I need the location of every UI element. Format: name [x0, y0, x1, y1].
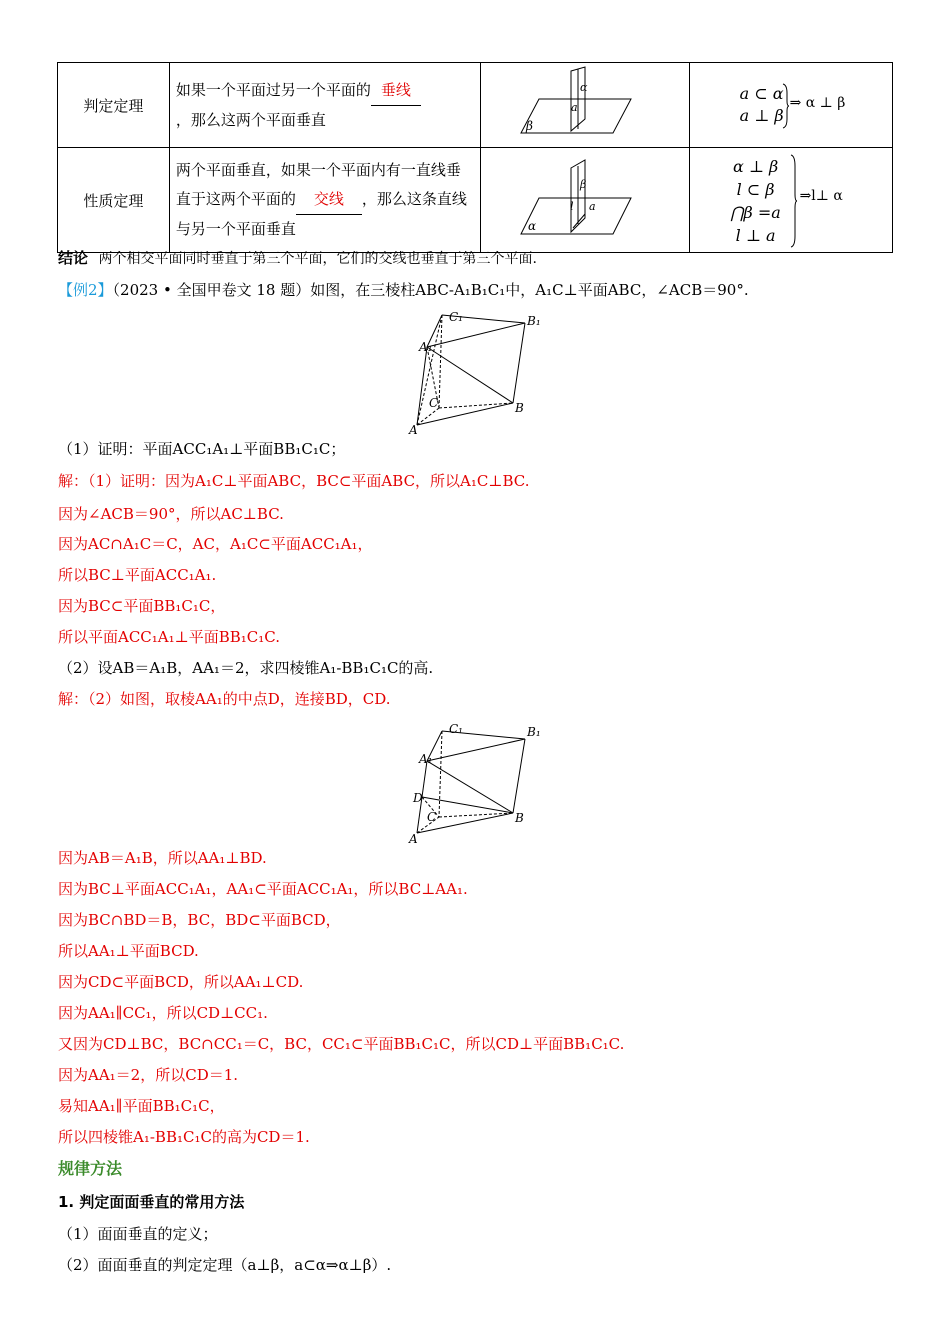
fig-label: β — [525, 119, 533, 133]
vertex-label: C — [427, 810, 437, 824]
solution-line: 解：（2）如图，取棱AA₁的中点D，连接BD，CD. — [58, 690, 391, 708]
fig-label: β — [579, 178, 586, 191]
theorem-figure — [480, 148, 689, 253]
plane-perpendicular-figure — [481, 63, 689, 143]
theorem-text: 如果一个平面过另一个平面的 垂线 ，那么这两个平面垂直 — [169, 63, 480, 148]
theorem-table — [57, 62, 893, 253]
vertex-label: A — [409, 423, 418, 437]
brace-icon — [790, 154, 798, 248]
theorem-name: 性质定理 — [58, 148, 170, 253]
theorem-symbols: α ⊥ β l ⊂ β ⋂β =a l ⊥ a ⇒l⊥ α — [689, 148, 892, 253]
prism-figure-1 — [405, 305, 565, 440]
vertex-label: C₁ — [449, 722, 463, 736]
methods-subheading: 1. 判定面面垂直的常用方法 — [58, 1193, 245, 1211]
prism-figure-2 — [405, 715, 565, 850]
fig-label: α — [527, 219, 536, 233]
example-stem — [58, 280, 749, 300]
solution-line: 因为AB＝A₁B，所以AA₁⊥BD. — [58, 849, 267, 867]
answer-blank: 垂线 — [371, 76, 421, 106]
solution-line: 因为AA₁∥CC₁，所以CD⊥CC₁. — [58, 1004, 268, 1022]
vertex-label: A₁ — [419, 752, 433, 766]
methods-item: （1）面面垂直的定义； — [58, 1225, 218, 1243]
conclusion — [58, 248, 537, 269]
solution-line: 所以四棱锥A₁-BB₁C₁C的高为CD＝1. — [58, 1128, 310, 1146]
vertex-label: B₁ — [527, 314, 541, 328]
solution-line: 所以平面ACC₁A₁⊥平面BB₁C₁C. — [58, 628, 281, 646]
solution-line: 所以AA₁⊥平面BCD. — [58, 942, 199, 960]
conclusion-label: 结论 — [58, 249, 89, 267]
solution-line: 所以BC⊥平面ACC₁A₁. — [58, 566, 217, 584]
fig-label: α — [579, 81, 588, 94]
theorem-symbols: a ⊂ α a ⊥ β ⇒ α ⊥ β — [689, 63, 892, 148]
answer-blank: 交线 — [296, 185, 362, 215]
plane-perpendicular-figure — [481, 148, 689, 248]
example-source: （2023 • 全国甲卷文 18 题） — [112, 281, 311, 299]
question-1: （1）证明：平面ACC₁A₁⊥平面BB₁C₁C； — [58, 440, 346, 458]
solution-line: 因为BC⊥平面ACC₁A₁，AA₁⊂平面ACC₁A₁，所以BC⊥AA₁. — [58, 880, 468, 898]
theorem-name: 判定定理 — [58, 63, 170, 148]
vertex-label: D — [413, 791, 423, 805]
vertex-label: B — [515, 811, 524, 825]
fig-label: a — [570, 101, 578, 114]
vertex-label: C — [429, 396, 439, 410]
question-2: （2）设AB＝A₁B，AA₁＝2，求四棱锥A₁-BB₁C₁C的高. — [58, 659, 434, 677]
solution-line: 因为BC∩BD＝B，BC，BD⊂平面BCD， — [58, 911, 341, 929]
conclusion-text: 两个相交平面同时垂直于第三个平面，它们的交线也垂直于第三个平面. — [98, 251, 537, 267]
solution-line: 易知AA₁∥平面BB₁C₁C， — [58, 1097, 225, 1115]
vertex-label: A — [409, 832, 418, 846]
vertex-label: B₁ — [527, 725, 541, 739]
solution-line: 因为AA₁＝2，所以CD＝1. — [58, 1066, 239, 1084]
solution-line: 因为BC⊂平面BB₁C₁C， — [58, 597, 226, 615]
vertex-label: C₁ — [449, 310, 463, 324]
theorem-text: 两个平面垂直，如果一个平面内有一直线垂直于这两个平面的 交线 ，那么这条直线与另一个平面垂直 — [169, 148, 480, 253]
fig-label: a — [588, 200, 596, 213]
vertex-label: B — [515, 401, 524, 415]
solution-line: 因为AC∩A₁C＝C，AC，A₁C⊂平面ACC₁A₁， — [58, 535, 373, 553]
solution-line: 又因为CD⊥BC，BC∩CC₁＝C，BC，CC₁⊂平面BB₁C₁C，所以CD⊥平面BB₁C₁C. — [58, 1035, 625, 1053]
fig-label: l — [569, 200, 574, 213]
table-row-determination — [58, 63, 893, 148]
solution-line: 解：（1）证明：因为A₁C⊥平面ABC，BC⊂平面ABC，所以A₁C⊥BC. — [58, 472, 530, 490]
example-text: 如图，在三棱柱ABC-A₁B₁C₁中，A₁C⊥平面ABC，∠ACB＝90°. — [310, 281, 749, 299]
brace-icon — [782, 83, 790, 129]
methods-item: （2）面面垂直的判定定理（a⊥β，a⊂α⇒α⊥β）. — [58, 1256, 392, 1274]
vertex-label: A₁ — [419, 340, 433, 354]
theorem-figure — [480, 63, 689, 148]
table-row-property — [58, 148, 893, 253]
solution-line: 因为∠ACB＝90°，所以AC⊥BC. — [58, 505, 284, 523]
solution-line: 因为CD⊂平面BCD，所以AA₁⊥CD. — [58, 973, 304, 991]
methods-heading: 规律方法 — [58, 1159, 123, 1178]
example-tag: 【例2】 — [58, 281, 113, 299]
